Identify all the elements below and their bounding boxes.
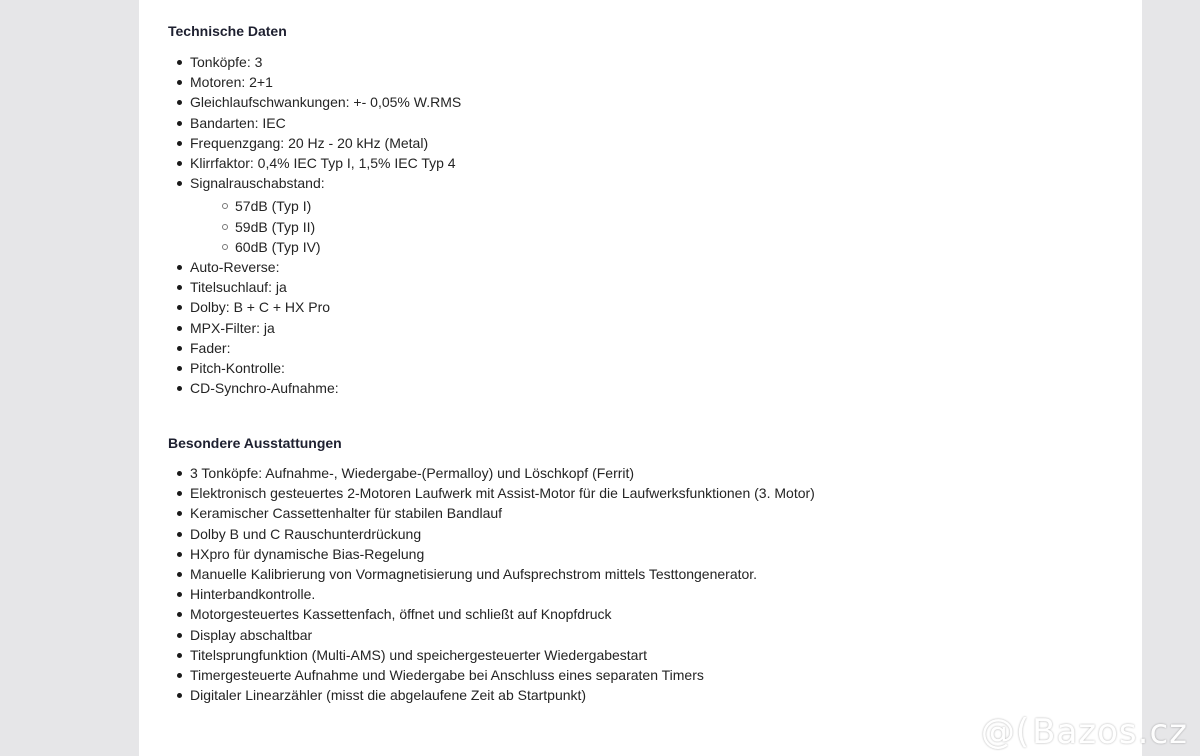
list-item: Tonköpfe: 3 (168, 52, 461, 72)
technische-daten-heading: Technische Daten (168, 23, 287, 39)
list-item: Frequenzgang: 20 Hz - 20 kHz (Metal) (168, 133, 461, 153)
list-item: 3 Tonköpfe: Aufnahme-, Wiedergabe-(Permalloy) und Löschkopf (Ferrit) (168, 463, 815, 483)
list-item: Bandarten: IEC (168, 113, 461, 133)
list-item: Dolby: B + C + HX Pro (168, 297, 461, 317)
signalrauschabstand-sublist (190, 196, 461, 257)
list-item-label: Signalrauschabstand: (190, 175, 325, 192)
besondere-ausstattungen-list (168, 463, 815, 705)
list-item: Display abschaltbar (168, 625, 815, 645)
list-item: Elektronisch gesteuertes 2-Motoren Laufwerk mit Assist-Motor für die Laufwerksfunktionen (3. Motor) (168, 483, 815, 503)
list-item: Klirrfaktor: 0,4% IEC Typ I, 1,5% IEC Typ 4 (168, 153, 461, 173)
list-item: Fader: (168, 338, 461, 358)
list-item: Keramischer Cassettenhalter für stabilen Bandlauf (168, 503, 815, 523)
sub-list-item: 57dB (Typ I) (190, 196, 461, 216)
list-item: Pitch-Kontrolle: (168, 358, 461, 378)
list-item: Dolby B und C Rauschunterdrückung (168, 524, 815, 544)
list-item: MPX-Filter: ja (168, 318, 461, 338)
bazos-watermark (981, 712, 1188, 752)
bazos-logo-icon: @( (980, 712, 1031, 752)
list-item: Timergesteuerte Aufnahme und Wiedergabe bei Anschluss eines separaten Timers (168, 665, 815, 685)
list-item: Gleichlaufschwankungen: +- 0,05% W.RMS (168, 92, 461, 112)
list-item: HXpro für dynamische Bias-Regelung (168, 544, 815, 564)
list-item: Auto-Reverse: (168, 257, 461, 277)
list-item: CD-Synchro-Aufnahme: (168, 378, 461, 398)
content-sheet (139, 0, 1142, 756)
besondere-ausstattungen-heading: Besondere Ausstattungen (168, 435, 342, 451)
list-item-signalrauschabstand (168, 173, 461, 257)
list-item: Digitaler Linearzähler (misst die abgelaufene Zeit ab Startpunkt) (168, 685, 815, 705)
list-item: Titelsuchlauf: ja (168, 277, 461, 297)
list-item: Titelsprungfunktion (Multi-AMS) und speichergesteuerter Wiedergabestart (168, 645, 815, 665)
list-item: Motorgesteuertes Kassettenfach, öffnet und schließt auf Knopfdruck (168, 604, 815, 624)
list-item: Manuelle Kalibrierung von Vormagnetisierung und Aufsprechstrom mittels Testtongenerator. (168, 564, 815, 584)
sub-list-item: 59dB (Typ II) (190, 217, 461, 237)
list-item: Motoren: 2+1 (168, 72, 461, 92)
list-item: Hinterbandkontrolle. (168, 584, 815, 604)
sub-list-item: 60dB (Typ IV) (190, 237, 461, 257)
technische-daten-list (168, 52, 461, 398)
watermark-text: Bazos.cz (1032, 712, 1188, 752)
